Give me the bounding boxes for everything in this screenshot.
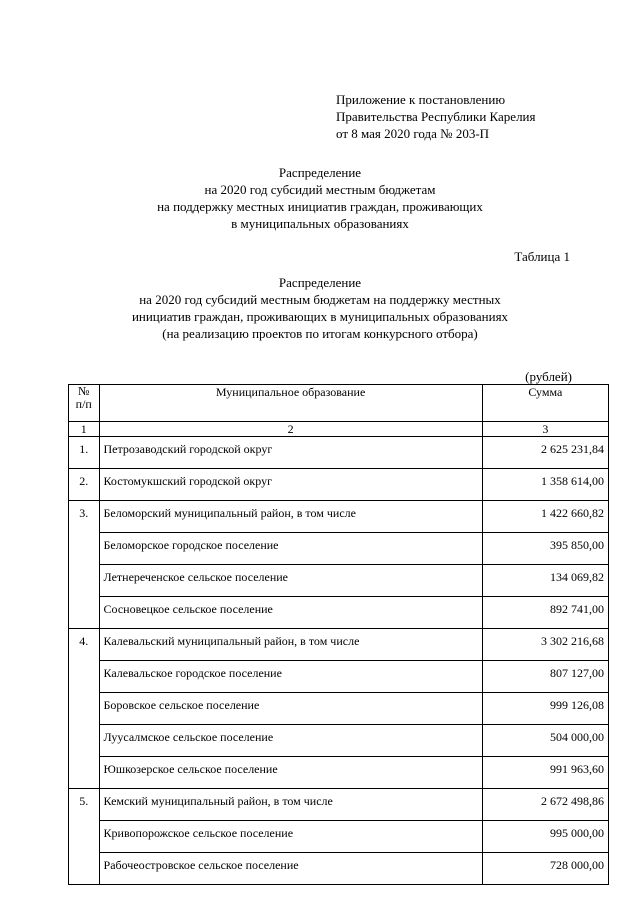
row-number: 3. bbox=[69, 501, 100, 533]
row-sum: 728 000,00 bbox=[482, 853, 608, 885]
table-row bbox=[69, 629, 609, 661]
heading-line: в муниципальных образованиях bbox=[231, 216, 409, 231]
header-number bbox=[69, 385, 100, 422]
heading-line: на 2020 год субсидий местным бюджетам bbox=[204, 182, 436, 197]
table-label: Таблица 1 bbox=[514, 249, 570, 264]
header-number-line: п/п bbox=[75, 397, 92, 411]
row-sum: 1 422 660,82 bbox=[482, 501, 608, 533]
table-row bbox=[69, 469, 609, 501]
row-municipality: Беломорское городское поселение bbox=[99, 533, 482, 565]
heading-line: Распределение bbox=[278, 165, 362, 180]
distribution-table bbox=[68, 384, 609, 885]
row-number bbox=[69, 821, 100, 853]
row-municipality: Кемский муниципальный район, в том числе bbox=[99, 789, 482, 821]
row-municipality: Рабочеостровское сельское поселение bbox=[99, 853, 482, 885]
table-row bbox=[69, 597, 609, 629]
row-number bbox=[69, 757, 100, 789]
row-number bbox=[69, 533, 100, 565]
row-number bbox=[69, 725, 100, 757]
row-municipality: Костомукшский городской округ bbox=[99, 469, 482, 501]
row-municipality: Юшкозерское сельское поселение bbox=[99, 757, 482, 789]
row-municipality: Боровское сельское поселение bbox=[99, 693, 482, 725]
units-label: (рублей) bbox=[525, 369, 572, 384]
table-row bbox=[69, 821, 609, 853]
row-municipality: Кривопорожское сельское поселение bbox=[99, 821, 482, 853]
row-municipality: Летнереченское сельское поселение bbox=[99, 565, 482, 597]
row-sum: 892 741,00 bbox=[482, 597, 608, 629]
row-number bbox=[69, 565, 100, 597]
row-number bbox=[69, 693, 100, 725]
row-sum: 2 672 498,86 bbox=[482, 789, 608, 821]
table-row bbox=[69, 725, 609, 757]
table-row bbox=[69, 565, 609, 597]
row-municipality: Калевальское городское поселение bbox=[99, 661, 482, 693]
row-sum: 3 302 216,68 bbox=[482, 629, 608, 661]
table-row bbox=[69, 693, 609, 725]
document-heading bbox=[60, 164, 580, 232]
row-number: 1. bbox=[69, 437, 100, 469]
row-number bbox=[69, 853, 100, 885]
header-number-line: № bbox=[78, 384, 90, 398]
row-sum: 504 000,00 bbox=[482, 725, 608, 757]
header-sum: Сумма bbox=[482, 385, 608, 422]
appendix-line: Правительства Республики Карелия bbox=[336, 109, 536, 124]
row-municipality: Беломорский муниципальный район, в том числе bbox=[99, 501, 482, 533]
row-sum: 991 963,60 bbox=[482, 757, 608, 789]
row-number bbox=[69, 597, 100, 629]
row-municipality: Калевальский муниципальный район, в том числе bbox=[99, 629, 482, 661]
column-number: 3 bbox=[482, 422, 608, 437]
heading-line: на поддержку местных инициатив граждан, проживающих bbox=[157, 199, 483, 214]
row-sum: 807 127,00 bbox=[482, 661, 608, 693]
subheading-line: на 2020 год субсидий местным бюджетам на поддержку местных bbox=[139, 292, 501, 307]
table-row bbox=[69, 501, 609, 533]
row-sum: 995 000,00 bbox=[482, 821, 608, 853]
table-row bbox=[69, 533, 609, 565]
row-municipality: Петрозаводский городской округ bbox=[99, 437, 482, 469]
table-row bbox=[69, 437, 609, 469]
subheading-line: инициатив граждан, проживающих в муниципальных образованиях bbox=[131, 309, 509, 324]
row-municipality: Сосновецкое сельское поселение bbox=[99, 597, 482, 629]
row-sum: 134 069,82 bbox=[482, 565, 608, 597]
appendix-line: Приложение к постановлению bbox=[336, 92, 506, 107]
row-number: 4. bbox=[69, 629, 100, 661]
header-municipality: Муниципальное образование bbox=[99, 385, 482, 422]
column-number: 2 bbox=[99, 422, 482, 437]
row-number: 5. bbox=[69, 789, 100, 821]
table-row bbox=[69, 853, 609, 885]
row-number: 2. bbox=[69, 469, 100, 501]
table-heading bbox=[60, 274, 580, 342]
table-header-row bbox=[69, 385, 609, 422]
subheading-line: (на реализацию проектов по итогам конкурсного отбора) bbox=[162, 326, 478, 341]
column-number: 1 bbox=[69, 422, 100, 437]
table-row bbox=[69, 789, 609, 821]
appendix-note bbox=[336, 91, 626, 142]
column-number-row bbox=[69, 422, 609, 437]
row-sum: 999 126,08 bbox=[482, 693, 608, 725]
row-number bbox=[69, 661, 100, 693]
table-row bbox=[69, 757, 609, 789]
subheading-line: Распределение bbox=[278, 275, 362, 290]
table-row bbox=[69, 661, 609, 693]
appendix-line: от 8 мая 2020 года № 203-П bbox=[336, 126, 490, 141]
row-sum: 2 625 231,84 bbox=[482, 437, 608, 469]
row-municipality: Луусалмское сельское поселение bbox=[99, 725, 482, 757]
row-sum: 395 850,00 bbox=[482, 533, 608, 565]
row-sum: 1 358 614,00 bbox=[482, 469, 608, 501]
